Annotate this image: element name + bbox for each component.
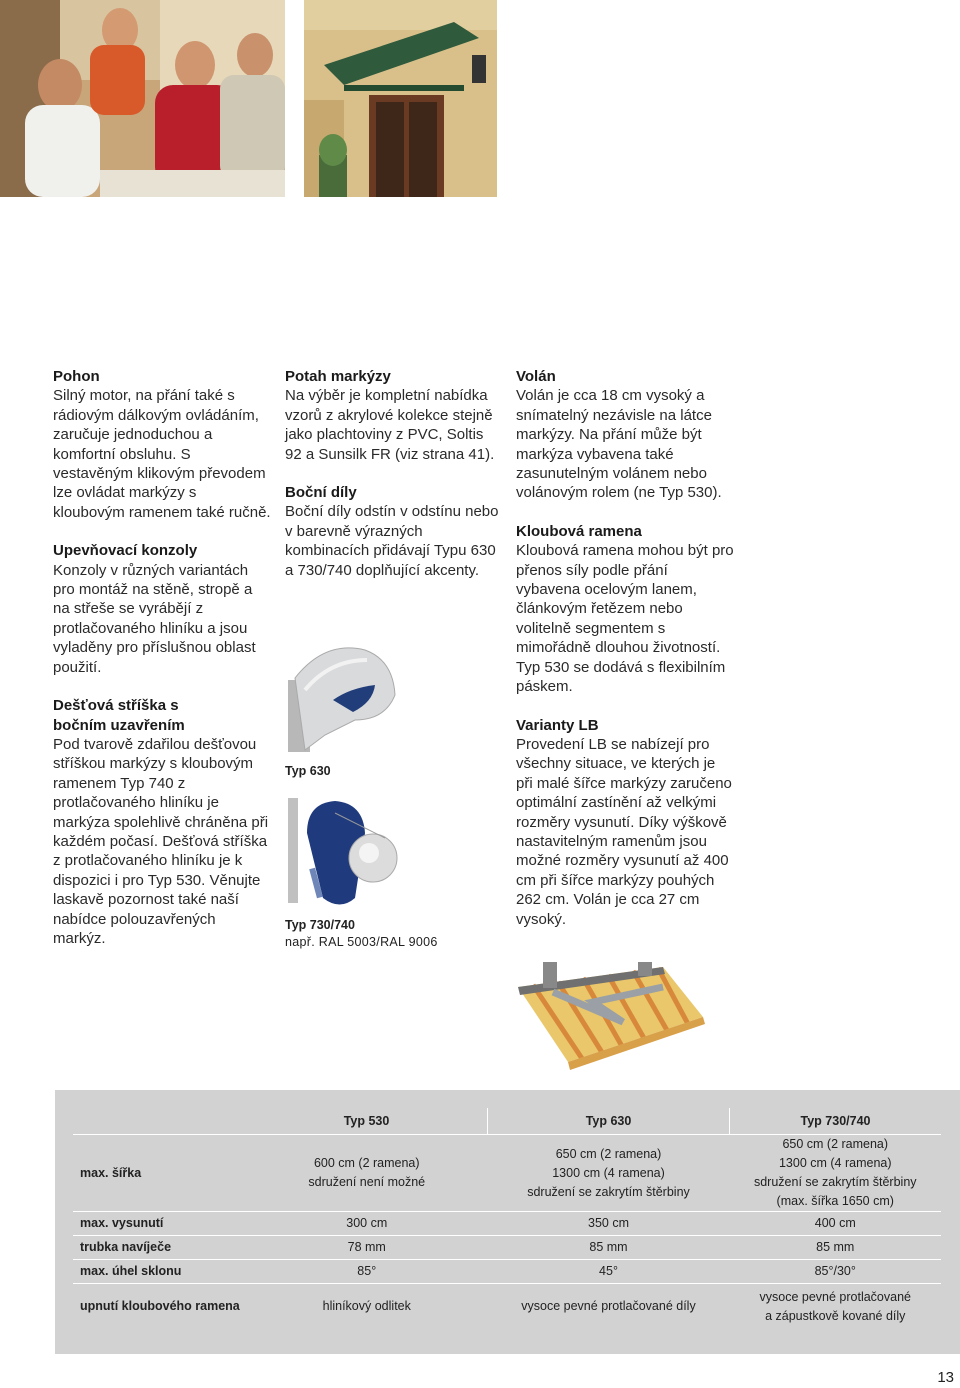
table-cell: 85° <box>246 1260 488 1284</box>
table-row <box>73 1260 941 1284</box>
typ630-side-part-image <box>285 640 400 757</box>
section-body: Konzoly v různých variantách pro montáž na stěně, stropě a na střeše se vyrábějí z protlačovaného hliníku a jsou vyladěny pro příslušnou oblast použití. <box>53 561 256 676</box>
section-title: Varianty LB <box>516 716 599 734</box>
right-text-column <box>516 367 734 948</box>
section-title: Potah markýzy <box>285 368 391 385</box>
table-cell: 85 mm <box>730 1236 942 1260</box>
typ630-caption-box <box>285 764 331 778</box>
table-cell <box>730 1135 942 1212</box>
ral-caption: např. RAL 5003/RAL 9006 <box>285 935 438 949</box>
section-title: Boční díly <box>285 484 357 502</box>
cell-line: 650 cm (2 ramena) <box>555 1146 662 1161</box>
section-body: Na výběr je kompletní nabídka vzorů z akrylové kolekce stejně jako plachtoviny z PVC, Soltis 92 a Sunsilk FR (viz strana 41). <box>285 387 495 463</box>
typ730-side-part-image <box>285 793 400 916</box>
table-cell: 400 cm <box>730 1212 942 1236</box>
cell-line: 1300 cm (4 ramena) <box>778 1156 892 1170</box>
cell-line: sdružení se zakrytím štěrbiny <box>753 1175 917 1189</box>
section-body: Pod tvarově zdařilou dešťovou stříškou markýzy s kloubovým ramenem Typ 740 z protlačovaného hliníku je markýza spolehlivě chráněna při každém počasí. Dešťová stříška z protlačovaného hliníku je k dispozici i pro Typ 530. Věnujte laskavě pozornost také naší nabídce polouzavřených markýz. <box>53 735 269 947</box>
table-header-row <box>73 1108 941 1135</box>
cell-line: sdružení není možné <box>308 1175 426 1189</box>
table-cell: 85°/30° <box>730 1260 942 1284</box>
table-cell <box>488 1135 730 1212</box>
storefront-awning-photo <box>304 0 497 197</box>
table-header: Typ 730/740 <box>730 1108 942 1135</box>
table-cell: 45° <box>488 1260 730 1284</box>
page-number: 13 <box>937 1369 954 1386</box>
table-header <box>73 1108 246 1135</box>
middle-text-column <box>285 367 503 599</box>
section-body: Provedení LB se nabízejí pro všechny situace, ve kterých je při malé šířce markýzy zaručeno optimální zastínění až velkými rozměry vysunutí. Díky výškově nastavitelným ramenům jsou možné rozměry vysunutí až 400 cm při šířce markýzy pouhých 262 cm. Volán je cca 27 cm vysoký. <box>516 735 732 928</box>
cell-line: 1300 cm (4 ramena) <box>552 1165 665 1180</box>
table-row <box>73 1212 941 1236</box>
table-cell: 350 cm <box>488 1212 730 1236</box>
typ730-caption: Typ 730/740 <box>285 918 355 932</box>
table-cell <box>730 1284 942 1330</box>
section-body: Kloubová ramena mohou být pro přenos síly podle přání vybavena ocelovým lanem, článkovým řetězem nebo volitelně segmentem s mimořádně dlouhou životností. Typ 530 se dodává s flexibilním páskem. <box>516 542 734 696</box>
section-title: Pohon <box>53 368 100 385</box>
spec-table <box>73 1108 941 1330</box>
cell-line: 650 cm (2 ramena) <box>782 1137 889 1151</box>
table-row <box>73 1236 941 1260</box>
family-photo <box>0 0 285 197</box>
table-header: Typ 530 <box>246 1108 488 1135</box>
table-row <box>73 1135 941 1212</box>
table-row <box>73 1284 941 1330</box>
row-label: upnutí kloubového ramena <box>80 1299 240 1314</box>
table-cell: 85 mm <box>488 1236 730 1260</box>
typ730-caption-box <box>285 918 438 949</box>
section-body: Volán je cca 18 cm vysoký a snímatelný nezávisle na látce markýzy. Na přání může být markýza vybavena také zasunutelným volánem nebo volánovým rolem (ne Typ 530). <box>516 387 722 502</box>
table-cell: 300 cm <box>246 1212 488 1236</box>
cell-line: vysoce pevné protlačované <box>759 1289 911 1304</box>
row-label: max. šířka <box>73 1135 246 1212</box>
table-header: Typ 630 <box>488 1108 730 1135</box>
table-cell: hliníkový odlitek <box>322 1299 411 1314</box>
spec-table-panel <box>55 1090 960 1354</box>
row-label: max. vysunutí <box>73 1212 246 1236</box>
section-title: Upevňovací konzoly <box>53 542 198 560</box>
row-label: max. úhel sklonu <box>73 1260 246 1284</box>
cell-line: (max. šířka 1650 cm) <box>776 1194 894 1208</box>
section-title: Dešťová stříška s bočním uzavřením <box>53 697 185 734</box>
left-text-column <box>53 367 271 967</box>
table-cell: vysoce pevné protlačované díly <box>521 1299 696 1314</box>
row-label: trubka navíječe <box>73 1236 246 1260</box>
section-body: Boční díly odstín v odstínu nebo v barevně výrazných kombinacích přidávají Typu 630 a 730/740 doplňující akcenty. <box>285 503 499 579</box>
cell-line: sdružení se zakrytím štěrbiny <box>527 1184 690 1199</box>
table-cell <box>246 1135 488 1212</box>
section-body: Silný motor, na přání také s rádiovým dálkovým ovládáním, zaručuje jednoduchou a komfortní obsluhu. S vestavěným klikovým převodem lze ovládat markýzy s kloubovým ramenem také ručně. <box>53 387 271 521</box>
typ630-caption: Typ 630 <box>285 764 331 778</box>
awning-lb-image <box>513 962 713 1077</box>
table-cell: 78 mm <box>246 1236 488 1260</box>
cell-line: a zápustkově kované díly <box>765 1308 906 1323</box>
section-title: Kloubová ramena <box>516 522 642 540</box>
cell-line: 600 cm (2 ramena) <box>313 1156 420 1170</box>
section-title: Volán <box>516 368 556 385</box>
